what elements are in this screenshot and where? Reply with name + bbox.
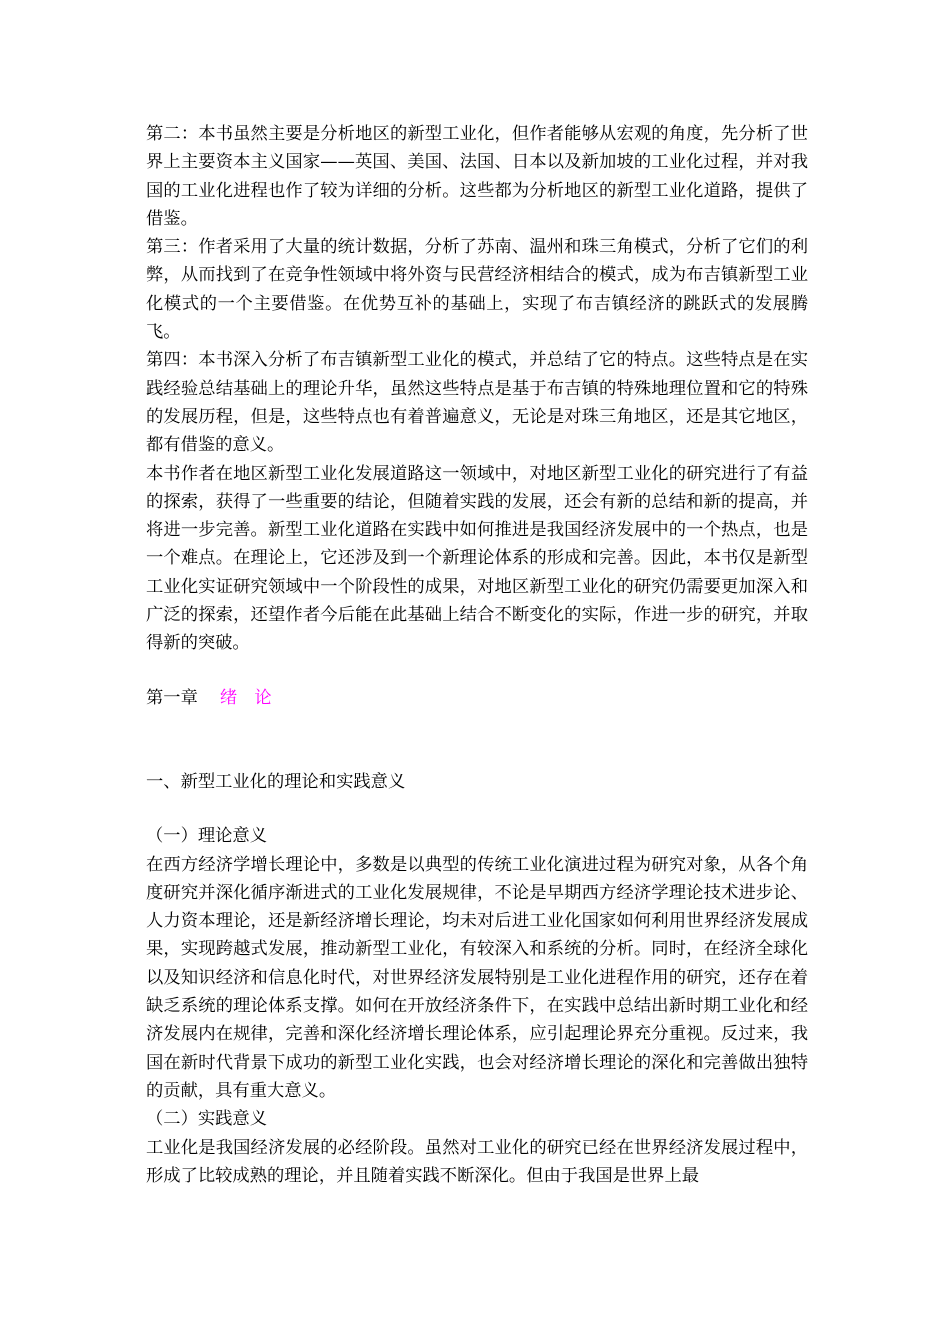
- section-heading: 一、新型工业化的理论和实践意义: [146, 771, 406, 792]
- paragraph-conclusion: 本书作者在地区新型工业化发展道路这一领域中，对地区新型工业化的研究进行了有益的探索，获得了一些重要的结论，但随着实践的发展，还会有新的总结和新的提高，并将进一步完善。新型工业化道路在实践中如何推进是我国经济发展中的一个热点，也是一个难点。在理论上，它还涉及到一个新理论体系的形成和完善。因此，本书仅是新型工业化实证研究领域中一个阶段性的成果，对地区新型工业化的研究仍需要更加深入和广泛的探索，还望作者今后能在此基础上结合不断变化的实际，作进一步的研究，并取得新的突破。: [146, 463, 808, 654]
- chapter-label: 第一章: [146, 687, 198, 708]
- chapter-heading: [146, 684, 808, 712]
- document-page: [146, 120, 808, 1190]
- subsection-heading-theory: （一）理论意义: [146, 826, 267, 847]
- paragraph-practice: 工业化是我国经济发展的必经阶段。虽然对工业化的研究已经在世界经济发展过程中，形成了比较成熟的理论，并且随着实践不断深化。但由于我国是世界上最: [146, 1137, 808, 1186]
- spacer: [146, 796, 808, 822]
- subsection-heading-practice: （二）实践意义: [146, 1109, 267, 1130]
- spacer: [146, 712, 808, 768]
- paragraph-theory: 在西方经济学增长理论中，多数是以典型的传统工业化演进过程为研究对象，从各个角度研究并深化循序渐进式的工业化发展规律，不论是早期西方经济学理论技术进步论、人力资本理论，还是新经济增长理论，均未对后进工业化国家如何利用世界经济发展成果，实现跨越式发展，推动新型工业化，有较深入和系统的分析。同时，在经济全球化以及知识经济和信息化时代，对世界经济发展特别是工业化进程作用的研究，还存在着缺乏系统的理论体系支撑。如何在开放经济条件下，在实践中总结出新时期工业化和经济发展内在规律，完善和深化经济增长理论体系，应引起理论界充分重视。反过来，我国在新时代背景下成功的新型工业化实践，也会对经济增长理论的深化和完善做出独特的贡献，具有重大意义。: [146, 854, 808, 1101]
- paragraph-third-point: 第三：作者采用了大量的统计数据，分析了苏南、温州和珠三角模式，分析了它们的利弊，从而找到了在竞争性领域中将外资与民营经济相结合的模式，成为布吉镇新型工业化模式的一个主要借鉴。在优势互补的基础上，实现了布吉镇经济的跳跃式的发展腾飞。: [146, 237, 808, 343]
- spacer: [146, 658, 808, 684]
- paragraph-second-point: 第二：本书虽然主要是分析地区的新型工业化，但作者能够从宏观的角度，先分析了世界上主要资本主义国家——英国、美国、法国、日本以及新加坡的工业化过程，并对我国的工业化进程也作了较为详细的分析。这些都为分析地区的新型工业化道路，提供了借鉴。: [146, 124, 808, 229]
- paragraph-fourth-point: 第四：本书深入分析了布吉镇新型工业化的模式，并总结了它的特点。这些特点是在实践经验总结基础上的理论升华，虽然这些特点是基于布吉镇的特殊地理位置和它的特殊的发展历程，但是，这些特点也有着普遍意义，无论是对珠三角地区，还是其它地区，都有借鉴的意义。: [146, 350, 808, 456]
- chapter-title: 绪 论: [219, 687, 272, 708]
